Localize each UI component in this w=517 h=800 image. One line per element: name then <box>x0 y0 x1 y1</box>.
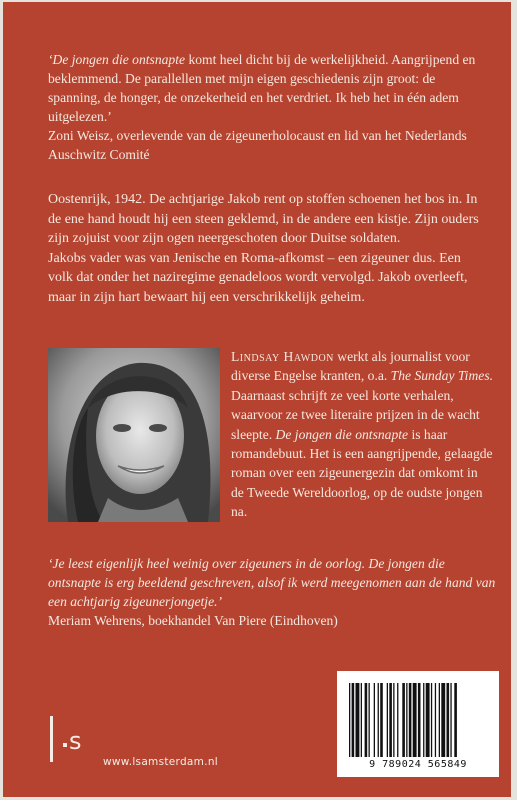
barcode-bar <box>439 683 440 757</box>
barcode-bars <box>349 683 487 757</box>
barcode-bar <box>361 683 362 757</box>
bio-text-2: Daarnaast schrijft ze veel korte verhalen, waarvoor ze twee literaire prijzen in de wacht sleepte. <box>231 387 480 442</box>
quote-text: komt heel dicht bij de werkelijkheid. Aangrijpend en beklemmend. De parallellen met mijn eigen geschiedenis zijn groot: de spanning, de honger, de onzekerheid en het verdriet. Ik heb het in één adem uitgelezen.’ <box>48 52 476 124</box>
bio-text-3: is haar romandebuut. Het is een aangrijpende, gelaagde roman over een zigeunergezin dat omkomt in de Tweede Wereldoorlog, op de oudste jongen na. <box>231 426 493 520</box>
barcode-bar <box>454 683 457 757</box>
barcode-bar <box>409 683 412 757</box>
barcode-bar <box>418 683 421 757</box>
publisher-url: www.lsamsterdam.nl <box>103 756 219 768</box>
barcode <box>337 671 499 777</box>
barcode-bar <box>380 683 383 757</box>
bio-newspaper: The Sunday Times. <box>390 368 494 384</box>
quote2-text-1: ‘Je leest eigenlijk heel weinig over zigeuners in de oorlog. <box>48 556 369 571</box>
barcode-bar <box>406 683 407 757</box>
barcode-bar <box>378 683 379 757</box>
author-photo <box>48 348 220 522</box>
barcode-bar <box>349 683 350 757</box>
back-cover <box>3 2 511 797</box>
barcode-bar <box>397 683 398 757</box>
publisher-logo-letter: s <box>69 727 82 755</box>
barcode-bar <box>393 683 394 757</box>
barcode-bar <box>413 683 417 757</box>
barcode-bar <box>389 683 392 757</box>
barcode-bar <box>352 683 355 757</box>
bio-book-title: De jongen die ontsnapte <box>275 426 409 442</box>
barcode-bar <box>441 683 445 757</box>
author-portrait-illustration <box>48 348 220 522</box>
barcode-bar <box>447 683 450 757</box>
isbn-number: 9 789024 565849 <box>369 759 467 770</box>
author-bio <box>231 347 493 522</box>
publisher-logo-bar <box>50 716 53 762</box>
barcode-bar <box>365 683 368 757</box>
story-paragraph-1: Oostenrijk, 1942. De achtjarige Jakob rent op stoffen schoenen het bos in. In de ene hand houdt hij een steen geklemd, in de andere een kistje. Zijn ouders zijn zojuist voor zijn ogen neergeschoten door Duitse soldaten. <box>48 192 479 247</box>
quote2-book-title: De jongen die ontsnapte <box>48 556 445 590</box>
story-blurb <box>48 190 488 308</box>
barcode-bar <box>431 683 432 757</box>
barcode-bar <box>426 683 430 757</box>
publisher-logo-dot <box>63 743 67 747</box>
bio-text-1: werkt als journalist voor diverse Engelse kranten, o.a. <box>231 349 470 384</box>
quote-book-title: De jongen die ontsnapte <box>52 52 186 67</box>
story-paragraph-2: Jakobs vader was van Jenische en Roma-afkomst – een zigeuner dus. Een volk dat onder het naziregime genadeloos wordt vervolgd. Jakob overleeft, maar in zijn hart bewaart hij een verschrikkelijk geheim. <box>48 250 468 305</box>
quote2-text-2: is erg beeldend geschreven, alsof ik werd meegenomen aan de hand van een achtjarig zigeunerjongetje.’ <box>48 575 496 609</box>
barcode-bar <box>374 683 375 757</box>
quote-attribution: Zoni Weisz, overlevende van de zigeunerholocaust en lid van het Nederlands Auschwitz Comité <box>48 128 467 162</box>
barcode-bar <box>423 683 424 757</box>
endorsement-quote-2 <box>48 554 498 630</box>
quote2-attribution: Meriam Wehrens, boekhandel Van Piere (Eindhoven) <box>48 613 338 628</box>
barcode-bar <box>435 683 436 757</box>
barcode-bar <box>356 683 360 757</box>
author-name: Lindsay Hawdon <box>231 349 334 364</box>
barcode-bar <box>387 683 388 757</box>
endorsement-quote-1 <box>48 50 488 164</box>
barcode-bar <box>450 683 451 757</box>
barcode-bar <box>369 683 370 757</box>
quote-open-mark: ‘ <box>48 52 53 67</box>
barcode-bar <box>402 683 405 757</box>
